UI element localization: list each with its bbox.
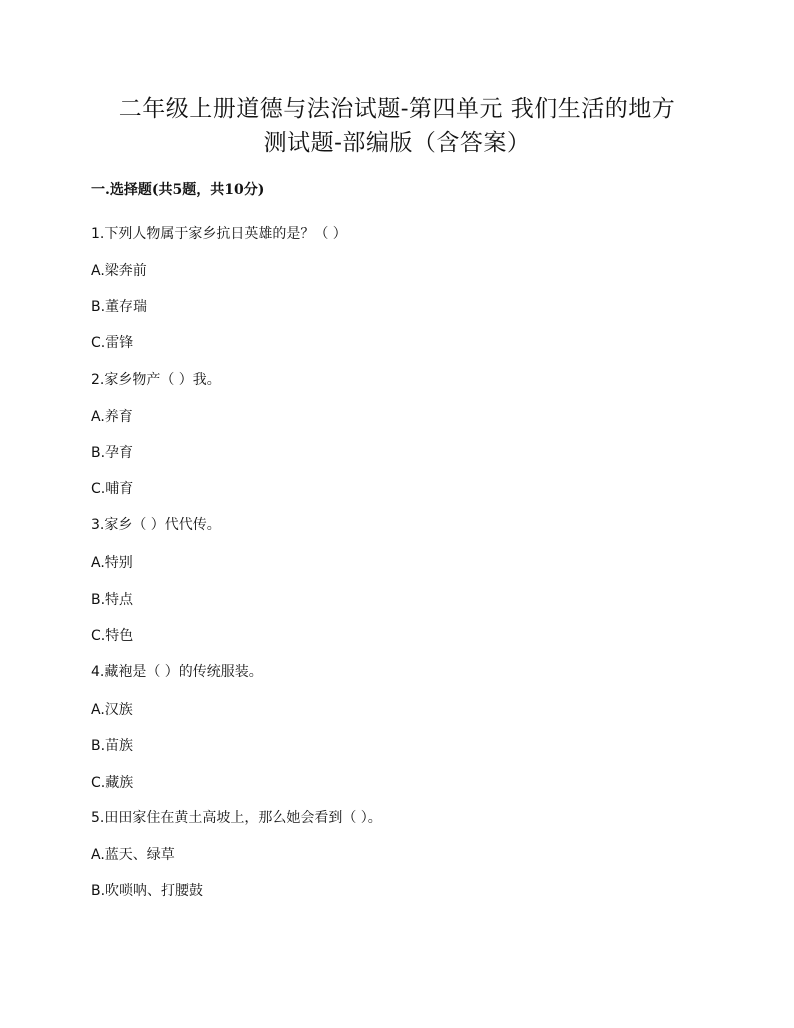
document-title-line-2: 测试题-部编版（含答案） xyxy=(263,130,531,156)
question-4-option-a: A.汉族 xyxy=(91,702,133,718)
question-3-option-b: B.特点 xyxy=(91,592,134,608)
question-2-option-b: B.孕育 xyxy=(91,445,134,461)
question-5-text: 5.田田家住在黄土高坡上，那么她会看到（ ）。 xyxy=(91,810,382,826)
question-2-text: 2.家乡物产（ ）我。 xyxy=(91,372,221,388)
question-1-option-a: A.梁奔前 xyxy=(91,263,147,279)
question-1-option-c: C.雷锋 xyxy=(91,335,134,351)
question-5-option-b: B.吹唢呐、打腰鼓 xyxy=(91,883,204,899)
question-4-option-b: B.苗族 xyxy=(91,738,134,754)
question-2-option-a: A.养育 xyxy=(91,409,133,425)
question-3-option-c: C.特色 xyxy=(91,628,134,644)
question-3-text: 3.家乡（ ）代代传。 xyxy=(91,517,221,533)
question-4-option-c: C.藏族 xyxy=(91,775,134,791)
section-heading: 一.选择题(共5题，共10分) xyxy=(91,182,265,198)
question-5-option-a: A.蓝天、绿草 xyxy=(91,847,175,863)
document-title-line-1: 二年级上册道德与法治试题-第四单元 我们生活的地方 xyxy=(118,96,676,122)
question-1-text: 1.下列人物属于家乡抗日英雄的是？（ ） xyxy=(91,226,347,242)
question-4-text: 4.藏袍是（ ）的传统服装。 xyxy=(91,664,263,680)
question-2-option-c: C.哺育 xyxy=(91,481,134,497)
question-3-option-a: A.特别 xyxy=(91,555,133,571)
question-1-option-b: B.董存瑞 xyxy=(91,299,148,315)
